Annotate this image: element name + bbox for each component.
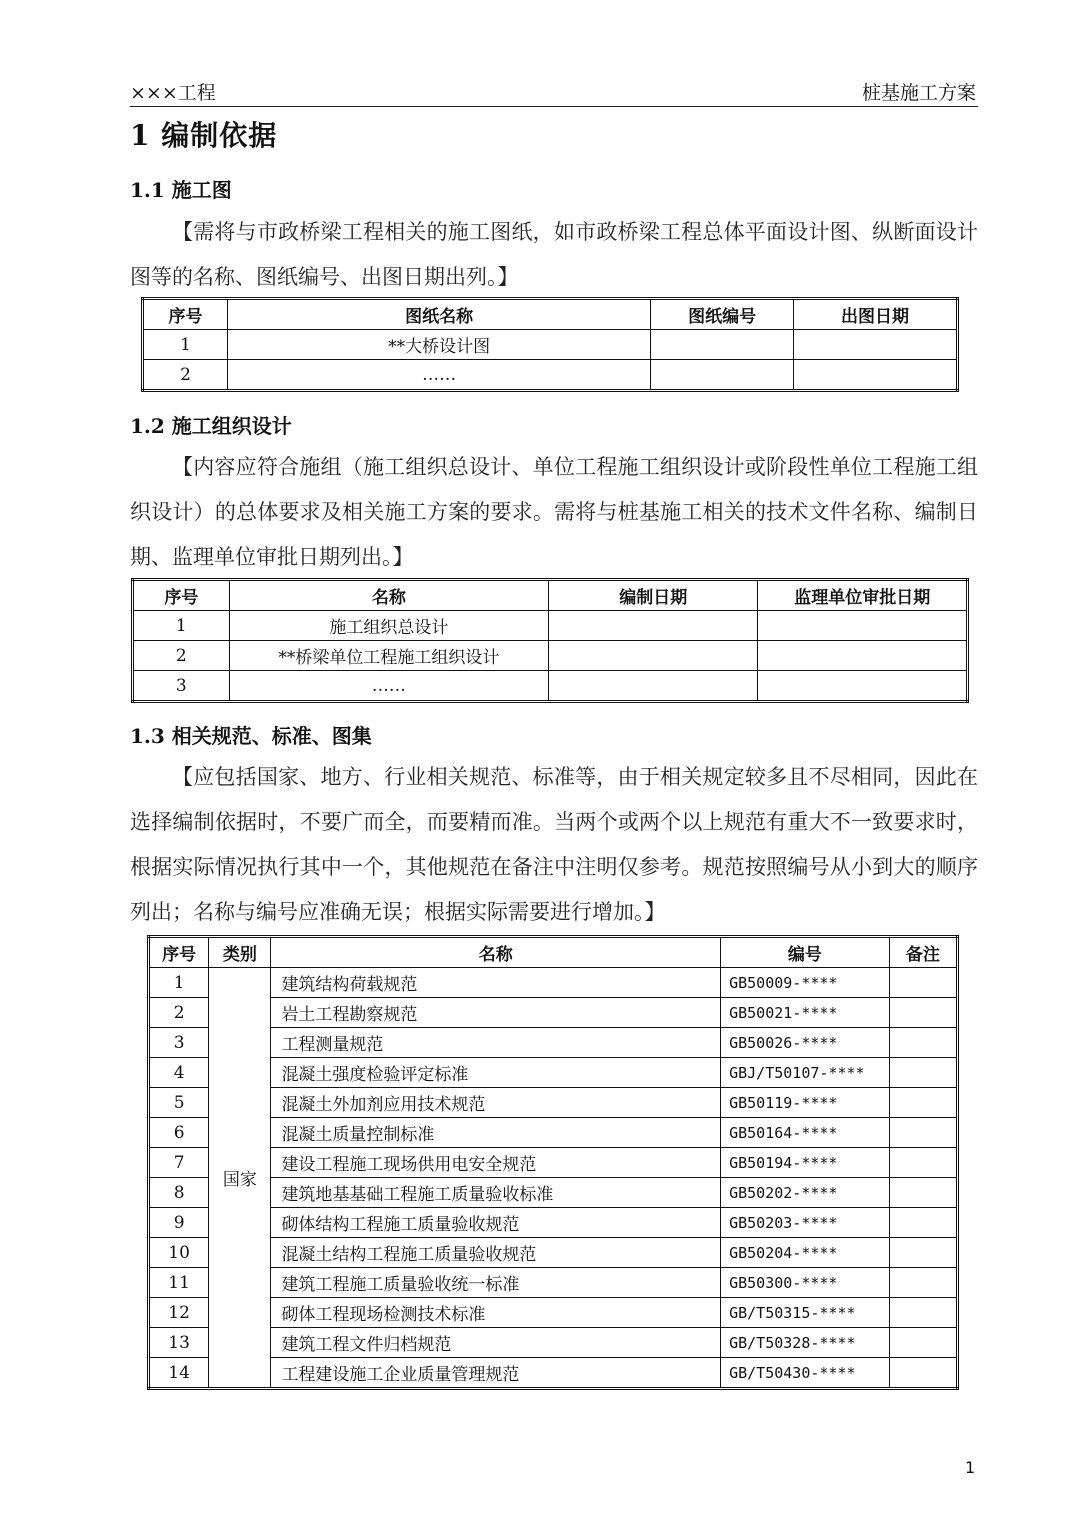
table-row	[143, 330, 958, 360]
header-cell: 名称	[229, 580, 548, 611]
section-paragraph-standards: 【应包括国家、地方、行业相关规范、标准等，由于相关规定较多且不尽相同，因此在选择编制依据时，不要广而全，而要精而准。当两个或两个以上规范有重大不一致要求时，根据实际情况执行其中一个，其他规范在备注中注明仅参考。规范按照编号从小到大的顺序列出；名称与编号应准确无误；根据实际需要进行增加。】	[130, 765, 978, 924]
table-row	[133, 611, 968, 641]
table-cell: 14	[149, 1358, 209, 1389]
section-paragraph-organization-design: 【内容应符合施组（施工组织总设计、单位工程施工组织设计或阶段性单位工程施工组织设计）的总体要求及相关施工方案的要求。需将与桩基施工相关的技术文件名称、编制日期、监理单位审批日期列出。】	[130, 455, 978, 569]
table-cell	[889, 968, 957, 998]
header-cell: 图纸名称	[228, 299, 651, 330]
section-title-standards: 1.3 相关规范、标准、图集	[130, 724, 372, 748]
table-cell: 2	[149, 998, 209, 1028]
header-cell: 图纸编号	[651, 299, 794, 330]
table-cell: 3	[149, 1028, 209, 1058]
table-cell	[548, 641, 758, 671]
page-header	[130, 72, 978, 107]
table-cell: 2	[143, 360, 228, 391]
table-cell	[793, 330, 957, 360]
table-cell	[651, 360, 794, 391]
header-cell: 备注	[889, 937, 957, 968]
table-cell: 10	[149, 1238, 209, 1268]
table-cell	[889, 1178, 957, 1208]
table-cell	[651, 330, 794, 360]
table-cell: GB50202-****	[721, 1178, 890, 1208]
table-cell: 6	[149, 1118, 209, 1148]
table-cell: 1	[133, 611, 230, 641]
table-cell: 混凝土结构工程施工质量验收规范	[271, 1238, 721, 1268]
table-cell	[758, 641, 968, 671]
chapter-title: 1 编制依据	[130, 119, 278, 152]
table-cell: 13	[149, 1328, 209, 1358]
table-cell	[889, 1088, 957, 1118]
table-cell	[889, 1268, 957, 1298]
table-cell: 11	[149, 1268, 209, 1298]
section-title-drawings: 1.1 施工图	[130, 178, 232, 202]
header-cell: 出图日期	[793, 299, 957, 330]
table-cell: 5	[149, 1088, 209, 1118]
section-title-organization-design: 1.2 施工组织设计	[130, 414, 292, 438]
table-cell	[889, 998, 957, 1028]
table-cell: GB50021-****	[721, 998, 890, 1028]
table-header-row	[149, 937, 958, 968]
header-cell: 编号	[721, 937, 890, 968]
table-cell	[758, 611, 968, 641]
section-paragraph-drawings: 【需将与市政桥梁工程相关的施工图纸，如市政桥梁工程总体平面设计图、纵断面设计图等的名称、图纸编号、出图日期出列。】	[130, 220, 978, 289]
table-cell: 工程建设施工企业质量管理规范	[271, 1358, 721, 1389]
table-cell: GBJ/T50107-****	[721, 1058, 890, 1088]
table-cell: 建筑结构荷载规范	[271, 968, 721, 998]
header-cell: 序号	[133, 580, 230, 611]
table-header-row	[143, 299, 958, 330]
table-cell: 砌体工程现场检测技术标准	[271, 1298, 721, 1328]
table-cell: GB50119-****	[721, 1088, 890, 1118]
table-row	[133, 671, 968, 702]
category-cell: 国家	[209, 968, 271, 1389]
table-cell	[548, 611, 758, 641]
table-cell: 施工组织总设计	[229, 611, 548, 641]
table-cell: 混凝土质量控制标准	[271, 1118, 721, 1148]
header-cell: 类别	[209, 937, 271, 968]
table-cell: 2	[133, 641, 230, 671]
organization-design-table	[131, 578, 969, 703]
table-row	[143, 360, 958, 391]
table-cell: 9	[149, 1208, 209, 1238]
table-cell: 岩土工程勘察规范	[271, 998, 721, 1028]
header-cell: 编制日期	[548, 580, 758, 611]
table-cell: GB50194-****	[721, 1148, 890, 1178]
table-row	[149, 968, 958, 998]
table-cell	[889, 1208, 957, 1238]
table-row	[133, 641, 968, 671]
drawings-table	[141, 297, 959, 392]
table-cell: 砌体结构工程施工质量验收规范	[271, 1208, 721, 1238]
table-cell: 7	[149, 1148, 209, 1178]
standards-table	[147, 935, 959, 1390]
table-cell	[758, 671, 968, 702]
header-document-title: 桩基施工方案	[861, 82, 976, 104]
table-cell	[889, 1028, 957, 1058]
table-cell: GB50164-****	[721, 1118, 890, 1148]
table-header-row	[133, 580, 968, 611]
table-cell	[889, 1058, 957, 1088]
table-cell	[548, 671, 758, 702]
table-cell: 混凝土外加剂应用技术规范	[271, 1088, 721, 1118]
table-cell: GB50300-****	[721, 1268, 890, 1298]
table-cell: GB50009-****	[721, 968, 890, 998]
table-cell	[889, 1298, 957, 1328]
table-cell: 建筑工程施工质量验收统一标准	[271, 1268, 721, 1298]
table-cell: 3	[133, 671, 230, 702]
table-cell	[793, 360, 957, 391]
table-cell	[889, 1328, 957, 1358]
table-cell: GB50026-****	[721, 1028, 890, 1058]
table-cell: ……	[229, 671, 548, 702]
table-cell: GB/T50328-****	[721, 1328, 890, 1358]
table-cell: 工程测量规范	[271, 1028, 721, 1058]
table-cell: 12	[149, 1298, 209, 1328]
table-cell: 1	[143, 330, 228, 360]
table-cell: 建筑工程文件归档规范	[271, 1328, 721, 1358]
header-cell: 名称	[271, 937, 721, 968]
table-cell: GB50203-****	[721, 1208, 890, 1238]
table-cell: 4	[149, 1058, 209, 1088]
table-cell: ……	[228, 360, 651, 391]
table-cell: GB/T50430-****	[721, 1358, 890, 1389]
table-cell	[889, 1148, 957, 1178]
header-cell: 监理单位审批日期	[758, 580, 968, 611]
page-number: 1	[965, 1458, 976, 1477]
table-cell: 建筑地基基础工程施工质量验收标准	[271, 1178, 721, 1208]
table-cell: **大桥设计图	[228, 330, 651, 360]
table-cell: **桥梁单位工程施工组织设计	[229, 641, 548, 671]
header-cell: 序号	[143, 299, 228, 330]
table-cell: 混凝土强度检验评定标准	[271, 1058, 721, 1088]
table-cell: 1	[149, 968, 209, 998]
table-cell	[889, 1118, 957, 1148]
table-cell: GB50204-****	[721, 1238, 890, 1268]
table-cell	[889, 1358, 957, 1389]
table-cell: GB/T50315-****	[721, 1298, 890, 1328]
table-cell: 8	[149, 1178, 209, 1208]
table-cell	[889, 1238, 957, 1268]
table-cell: 建设工程施工现场供用电安全规范	[271, 1148, 721, 1178]
header-project-name: ×××工程	[130, 82, 216, 104]
header-cell: 序号	[149, 937, 209, 968]
